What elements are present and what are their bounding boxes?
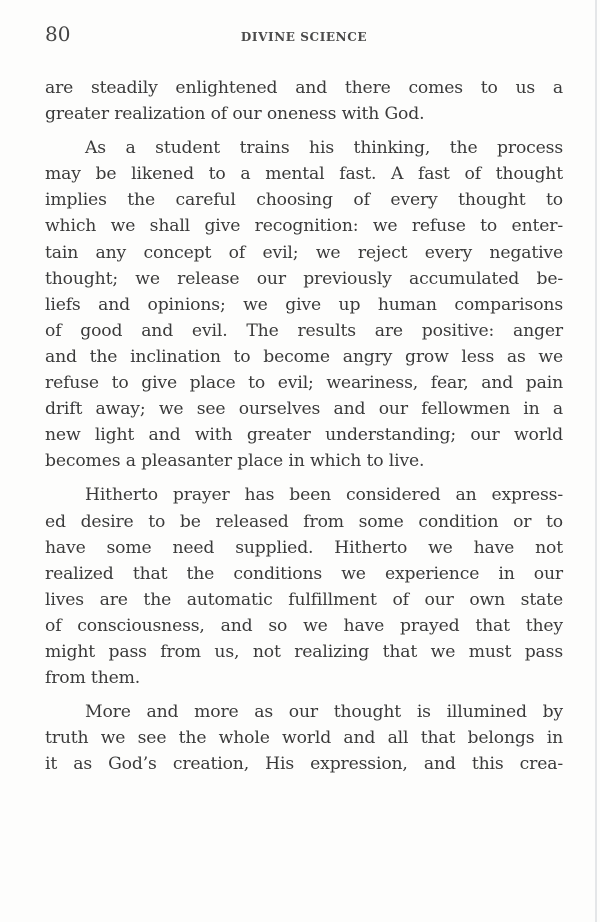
- text-line: of consciousness, and so we have prayed that they: [45, 615, 563, 636]
- text-line: have some need supplied. Hitherto we have not: [45, 537, 563, 558]
- paragraph: [45, 75, 563, 127]
- text-line: lives are the automatic fulfillment of our own state: [45, 589, 563, 610]
- text-line: may be likened to a mental fast. A fast of thought: [45, 164, 563, 185]
- text-line: truth we see the whole world and all that belongs in: [45, 728, 563, 749]
- paragraph: [45, 699, 563, 777]
- text-line: new light and with greater understanding; our world: [45, 425, 563, 446]
- text-line: implies the careful choosing of every thought to: [45, 190, 563, 211]
- text-line: drift away; we see ourselves and our fellowmen in a: [45, 399, 563, 420]
- text-line: greater realization of our oneness with God.: [45, 104, 425, 125]
- paragraph: [45, 135, 563, 474]
- text-line: liefs and opinions; we give up human comparisons: [45, 294, 563, 315]
- text-line: which we shall give recognition: we refuse to enter-: [45, 216, 563, 237]
- page-number: 80: [45, 22, 71, 46]
- text-line: from them.: [45, 668, 141, 689]
- text-line: thought; we release our previously accumulated be-: [45, 268, 563, 289]
- text-line: and the inclination to become angry grow less as we: [45, 346, 563, 367]
- text-line: Hitherto prayer has been considered an express-: [85, 485, 563, 506]
- page-edge: [595, 0, 597, 922]
- text-line: realized that the conditions we experience in our: [45, 563, 563, 584]
- text-line: it as God’s creation, His expression, and this crea-: [45, 754, 563, 775]
- paragraph: [45, 482, 563, 691]
- text-line: ed desire to be released from some condition or to: [45, 511, 563, 532]
- page-header: [45, 22, 563, 52]
- text-line: are steadily enlightened and there comes to us a: [45, 78, 563, 98]
- text-line: As a student trains his thinking, the process: [85, 138, 563, 159]
- text-line: of good and evil. The results are positive: anger: [45, 320, 563, 341]
- running-head: DIVINE SCIENCE: [240, 30, 368, 44]
- text-line: More and more as our thought is illumined by: [85, 702, 563, 723]
- body-text: [45, 75, 563, 777]
- text-line: might pass from us, not realizing that we must pass: [45, 641, 563, 662]
- text-line: refuse to give place to evil; weariness, fear, and pain: [45, 373, 563, 394]
- text-line: tain any concept of evil; we reject every negative: [45, 242, 563, 263]
- text-line: becomes a pleasanter place in which to live.: [45, 451, 425, 472]
